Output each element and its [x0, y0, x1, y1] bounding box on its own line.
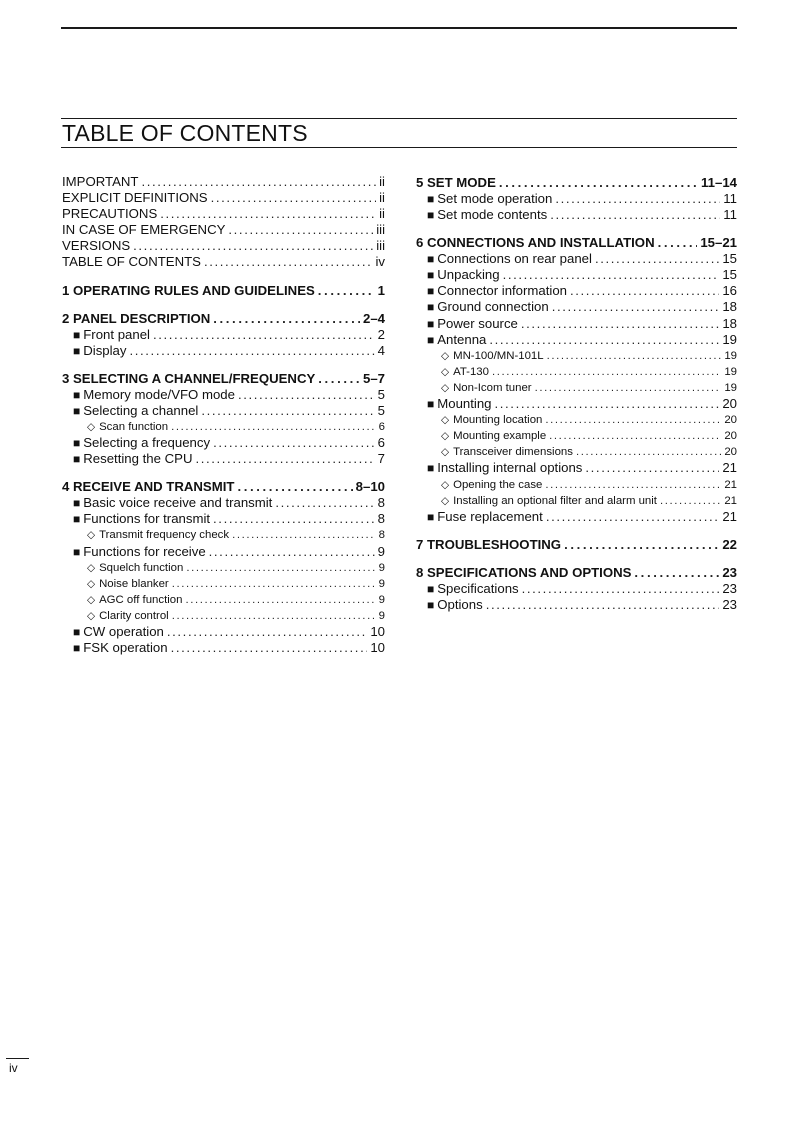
toc-entry-label: ■ Display	[62, 343, 127, 359]
toc-entry-subsection[interactable]	[62, 576, 385, 592]
toc-entry-page: 9	[378, 577, 385, 590]
toc-entry-page: 9	[377, 543, 385, 559]
toc-entry-label: TABLE OF CONTENTS	[62, 254, 201, 270]
toc-entry-section[interactable]	[416, 332, 737, 348]
dot-leader	[547, 348, 722, 364]
toc-entry-label: ■ Basic voice receive and transmit	[62, 495, 272, 511]
toc-entry-section[interactable]	[62, 435, 385, 451]
toc-entry-chapter[interactable]	[416, 174, 737, 191]
toc-entry-label: IMPORTANT	[62, 174, 139, 189]
toc-entry-page: 8	[378, 529, 385, 542]
toc-entry-top[interactable]	[62, 254, 385, 270]
toc-entry-label: ◇ Non-Icom tuner	[416, 380, 532, 396]
toc-entry-page: 11	[723, 191, 737, 206]
title-rule-bottom	[61, 147, 737, 148]
toc-entry-subsection[interactable]	[62, 560, 385, 576]
toc-entry-subsection[interactable]	[62, 608, 385, 624]
toc-entry-label: ■ Front panel	[62, 327, 150, 343]
toc-entry-page: 2–4	[362, 310, 385, 326]
dot-leader	[237, 478, 352, 495]
toc-entry-label: ■ Resetting the CPU	[62, 451, 192, 467]
toc-entry-page: 21	[722, 460, 737, 476]
toc-entry-label: ■ Set mode contents	[416, 207, 547, 223]
dot-leader	[486, 597, 720, 613]
toc-entry-subsection[interactable]	[416, 428, 737, 444]
toc-entry-label: ■ Selecting a frequency	[62, 435, 210, 451]
toc-entry-label: 6 CONNECTIONS AND INSTALLATION	[416, 235, 655, 251]
dot-leader	[634, 564, 719, 581]
toc-entry-section[interactable]	[416, 597, 737, 613]
toc-entry-label: 2 PANEL DESCRIPTION	[62, 310, 211, 326]
toc-entry-page: 8	[377, 495, 385, 511]
toc-entry-chapter[interactable]	[416, 564, 737, 581]
toc-entry-section[interactable]	[62, 387, 385, 403]
toc-entry-label: ◇ Scan function	[62, 419, 168, 435]
toc-entry-section[interactable]	[62, 327, 385, 343]
toc-entry-label: ■ Mounting	[416, 396, 492, 412]
toc-entry-section[interactable]	[416, 509, 737, 525]
toc-entry-label: ◇ AGC off function	[62, 592, 182, 608]
toc-entry-label: 5 SET MODE	[416, 175, 496, 190]
dot-leader	[172, 576, 376, 592]
dot-leader	[141, 174, 376, 190]
toc-entry-label: ■ Functions for receive	[62, 544, 206, 560]
toc-entry-label: IN CASE OF EMERGENCY	[62, 222, 226, 238]
toc-entry-page: ii	[379, 206, 385, 222]
toc-entry-page: 6	[378, 420, 385, 433]
toc-entry-top[interactable]	[62, 174, 385, 190]
toc-entry-page: 23	[722, 596, 737, 612]
toc-entry-page: 9	[378, 609, 385, 622]
toc-entry-page: ii	[379, 190, 385, 206]
dot-leader	[660, 493, 721, 509]
dot-leader	[201, 403, 374, 419]
toc-entry-page: ii	[379, 174, 385, 189]
toc-entry-chapter[interactable]	[62, 310, 385, 327]
dot-leader	[555, 191, 720, 207]
toc-entry-page: 18	[722, 299, 737, 315]
dot-leader	[552, 299, 720, 315]
toc-entry-subsection[interactable]	[416, 380, 737, 396]
dot-leader	[495, 396, 720, 412]
dot-leader	[186, 560, 375, 576]
dot-leader	[499, 174, 698, 191]
toc-entry-section[interactable]	[62, 495, 385, 511]
dot-leader	[213, 310, 360, 327]
dot-leader	[160, 206, 376, 222]
toc-entry-page: 22	[722, 536, 737, 552]
toc-entry-page: 11–14	[701, 175, 737, 190]
dot-leader	[185, 592, 375, 608]
dot-leader	[130, 343, 375, 359]
toc-entry-page: 8–10	[355, 479, 385, 495]
toc-entry-section[interactable]	[416, 251, 737, 267]
toc-entry-label: ■ Installing internal options	[416, 460, 582, 476]
dot-leader	[153, 327, 375, 343]
toc-entry-chapter[interactable]	[62, 282, 385, 299]
toc-entry-section[interactable]	[416, 299, 737, 315]
toc-entry-section[interactable]	[416, 460, 737, 476]
toc-entry-label: ■ Antenna	[416, 332, 486, 348]
dot-leader	[167, 624, 367, 640]
toc-entry-page: iii	[376, 238, 385, 254]
dot-leader	[211, 190, 377, 206]
dot-leader	[535, 380, 722, 396]
toc-entry-page: 19	[724, 349, 737, 362]
toc-entry-label: ◇ Opening the case	[416, 477, 542, 493]
toc-entry-page: 5	[377, 386, 385, 402]
toc-entry-label: 1 OPERATING RULES AND GUIDELINES	[62, 282, 315, 298]
toc-entry-page: 4	[377, 342, 385, 358]
dot-leader	[133, 238, 373, 254]
toc-entry-page: 5–7	[362, 370, 385, 386]
toc-entry-page: 9	[378, 593, 385, 606]
toc-entry-page: 15	[722, 267, 737, 283]
page-number-rule	[6, 1058, 29, 1059]
toc-entry-label: ◇ AT-130	[416, 364, 489, 380]
toc-entry-page: 10	[370, 623, 385, 639]
dot-leader	[232, 527, 376, 543]
toc-entry-section[interactable]	[416, 267, 737, 283]
toc-entry-page: iii	[376, 222, 385, 238]
toc-entry-label: ■ CW operation	[62, 624, 164, 640]
toc-entry-section[interactable]	[416, 191, 737, 207]
toc-entry-page: 1	[377, 282, 385, 298]
toc-entry-label: ◇ Noise blanker	[62, 576, 169, 592]
toc-entry-label: ■ Ground connection	[416, 299, 549, 315]
dot-leader	[172, 608, 376, 624]
page-title: TABLE OF CONTENTS	[62, 120, 308, 146]
toc-right-column	[416, 174, 737, 613]
toc-entry-subsection[interactable]	[416, 493, 737, 509]
toc-entry-label: ◇ Transmit frequency check	[62, 527, 229, 543]
toc-entry-chapter[interactable]	[416, 234, 737, 251]
toc-entry-label: ■ Set mode operation	[416, 191, 552, 207]
toc-entry-label: 7 TROUBLESHOOTING	[416, 536, 562, 552]
dot-leader	[489, 332, 719, 348]
dot-leader	[585, 460, 719, 476]
toc-entry-label: 4 RECEIVE AND TRANSMIT	[62, 479, 235, 495]
toc-entry-chapter[interactable]	[416, 536, 737, 553]
toc-entry-section[interactable]	[62, 624, 385, 640]
toc-entry-subsection[interactable]	[416, 412, 737, 428]
toc-entry-page: 20	[722, 396, 737, 412]
toc-entry-label: ◇ Transceiver dimensions	[416, 444, 573, 460]
toc-entry-top[interactable]	[62, 238, 385, 254]
dot-leader	[549, 428, 721, 444]
dot-leader	[658, 234, 698, 251]
toc-entry-page: 6	[377, 435, 385, 451]
toc-entry-page: 16	[722, 283, 737, 299]
dot-leader	[545, 477, 721, 493]
toc-entry-page: 21	[722, 508, 737, 524]
dot-leader	[171, 419, 376, 435]
toc-entry-section[interactable]	[416, 581, 737, 597]
toc-entry-label: ■ Unpacking	[416, 267, 500, 283]
toc-entry-label: ■ Functions for transmit	[62, 511, 210, 527]
dot-leader	[204, 254, 372, 270]
toc-left-column	[62, 174, 385, 656]
toc-entry-page: 19	[724, 381, 737, 394]
dot-leader	[228, 222, 373, 238]
toc-entry-label: ■ Connections on rear panel	[416, 251, 592, 267]
toc-entry-page: 5	[377, 402, 385, 418]
toc-entry-page: 10	[370, 640, 385, 656]
dot-leader	[546, 509, 720, 525]
dot-leader	[275, 495, 374, 511]
toc-entry-label: ■ Options	[416, 597, 483, 613]
toc-entry-label: ◇ Squelch function	[62, 560, 183, 576]
toc-entry-page: 19	[722, 331, 737, 347]
toc-entry-label: PRECAUTIONS	[62, 206, 158, 222]
toc-entry-subsection[interactable]	[416, 477, 737, 493]
dot-leader	[503, 267, 720, 283]
toc-entry-label: EXPLICIT DEFINITIONS	[62, 190, 208, 206]
toc-entry-label: ◇ Clarity control	[62, 608, 169, 624]
dot-leader	[595, 251, 719, 267]
toc-entry-page: iv	[375, 254, 385, 270]
dot-leader	[213, 511, 375, 527]
toc-entry-page: 20	[724, 430, 737, 443]
toc-entry-section[interactable]	[62, 511, 385, 527]
toc-entry-page: 23	[722, 580, 737, 596]
toc-entry-top[interactable]	[62, 222, 385, 238]
toc-entry-page: 19	[724, 365, 737, 378]
toc-entry-section[interactable]	[416, 283, 737, 299]
toc-entry-subsection[interactable]	[416, 348, 737, 364]
toc-entry-label: ■ FSK operation	[62, 640, 168, 656]
toc-entry-label: ■ Specifications	[416, 581, 519, 597]
dot-leader	[522, 581, 720, 597]
toc-entry-label: ■ Memory mode/VFO mode	[62, 387, 235, 403]
toc-entry-subsection[interactable]	[416, 364, 737, 380]
toc-entry-label: ■ Connector information	[416, 283, 567, 299]
toc-entry-subsection[interactable]	[62, 592, 385, 608]
dot-leader	[209, 544, 375, 560]
toc-entry-page: 11	[723, 207, 737, 223]
toc-entry-subsection[interactable]	[62, 419, 385, 435]
toc-entry-page: 20	[724, 446, 737, 459]
toc-entry-section[interactable]	[62, 451, 385, 467]
toc-entry-label: ■ Fuse replacement	[416, 509, 543, 525]
toc-entry-label: ◇ MN-100/MN-101L	[416, 348, 544, 364]
toc-entry-chapter[interactable]	[62, 478, 385, 495]
toc-entry-label: ◇ Mounting location	[416, 412, 542, 428]
toc-entry-top[interactable]	[62, 206, 385, 222]
toc-entry-page: 8	[377, 511, 385, 527]
toc-entry-section[interactable]	[416, 207, 737, 223]
toc-entry-label: ■ Power source	[416, 316, 518, 332]
toc-entry-page: 15	[722, 251, 737, 267]
toc-entry-section[interactable]	[416, 396, 737, 412]
toc-entry-page: 7	[377, 451, 385, 467]
toc-entry-section[interactable]	[62, 343, 385, 359]
toc-entry-section[interactable]	[416, 316, 737, 332]
toc-entry-label: VERSIONS	[62, 238, 131, 254]
toc-entry-page: 9	[378, 561, 385, 574]
toc-entry-page: 20	[724, 414, 737, 427]
toc-entry-page: 2	[377, 326, 385, 342]
toc-entry-page: 21	[724, 478, 737, 491]
dot-leader	[195, 451, 374, 467]
toc-entry-page: 15–21	[700, 235, 737, 251]
dot-leader	[213, 435, 375, 451]
toc-entry-subsection[interactable]	[416, 444, 737, 460]
dot-leader	[171, 640, 368, 656]
toc-entry-section[interactable]	[62, 544, 385, 560]
header-rule	[61, 27, 737, 29]
dot-leader	[570, 283, 719, 299]
dot-leader	[576, 444, 721, 460]
dot-leader	[238, 387, 375, 403]
toc-entry-section[interactable]	[62, 403, 385, 419]
toc-entry-page: 21	[724, 494, 737, 507]
toc-entry-label: ◇ Installing an optional filter and alarm unit	[416, 493, 657, 509]
toc-entry-label: 3 SELECTING A CHANNEL/FREQUENCY	[62, 370, 316, 386]
toc-entry-subsection[interactable]	[62, 527, 385, 543]
toc-entry-section[interactable]	[62, 640, 385, 656]
dot-leader	[521, 316, 719, 332]
toc-entry-page: 18	[722, 315, 737, 331]
dot-leader	[318, 282, 375, 299]
toc-entry-top[interactable]	[62, 190, 385, 206]
dot-leader	[492, 364, 721, 380]
toc-entry-chapter[interactable]	[62, 370, 385, 387]
dot-leader	[550, 207, 720, 223]
page-number: iv	[9, 1061, 18, 1075]
toc-entry-page: 23	[722, 564, 737, 580]
toc-entry-label: ◇ Mounting example	[416, 428, 546, 444]
dot-leader	[564, 536, 719, 553]
toc-entry-label: 8 SPECIFICATIONS AND OPTIONS	[416, 564, 632, 580]
dot-leader	[318, 370, 360, 387]
dot-leader	[545, 412, 721, 428]
toc-entry-label: ■ Selecting a channel	[62, 403, 198, 419]
